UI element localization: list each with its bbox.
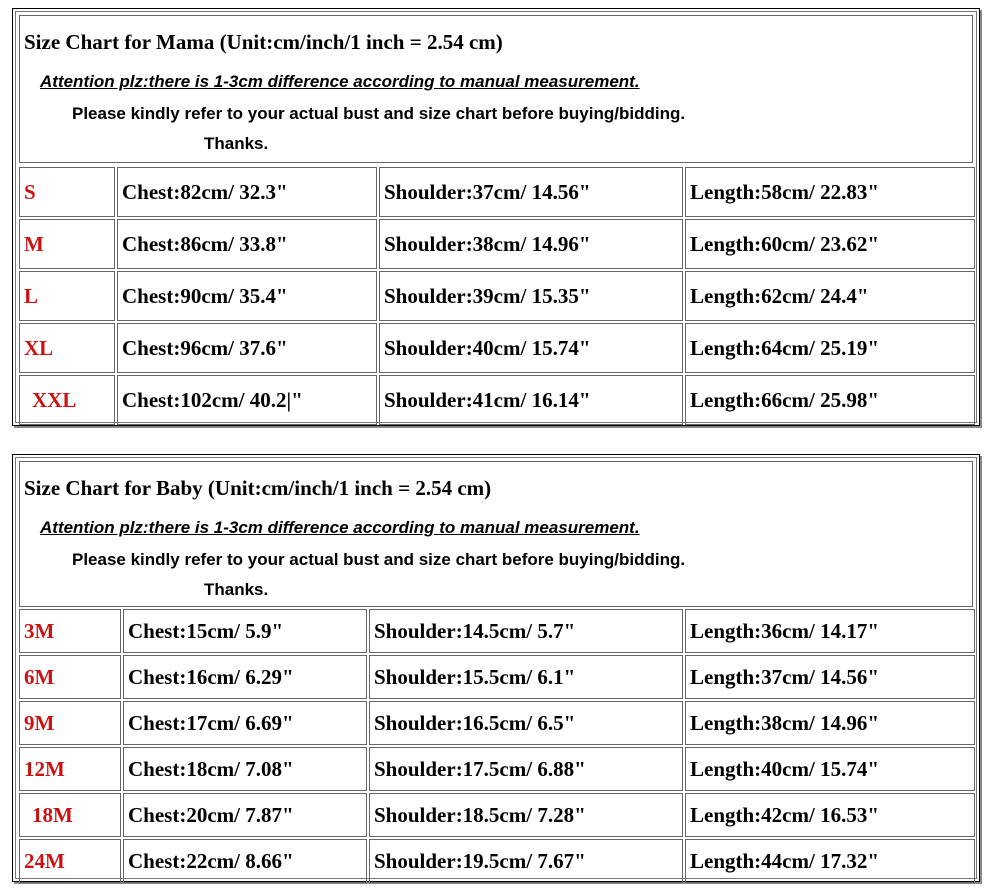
- mama-chest-cell: Chest:86cm/ 33.8": [117, 219, 377, 269]
- baby-length-cell: Length:40cm/ 15.74": [685, 747, 975, 791]
- mama-size-cell: L: [19, 271, 115, 321]
- baby-chart-header: [19, 461, 973, 607]
- mama-size-cell: XXL: [19, 375, 115, 425]
- mama-chest-cell: Chest:96cm/ 37.6": [117, 323, 377, 373]
- mama-chest-cell: Chest:102cm/ 40.2|": [117, 375, 377, 425]
- baby-size-cell: 3M: [19, 609, 121, 653]
- baby-size-cell: 6M: [19, 655, 121, 699]
- mama-size-chart: [12, 8, 980, 426]
- baby-size-cell: 9M: [19, 701, 121, 745]
- mama-attention-note: Attention plz:there is 1-3cm difference according to manual measurement.: [40, 72, 640, 91]
- baby-shoulder-cell: Shoulder:16.5cm/ 6.5": [369, 701, 683, 745]
- baby-shoulder-cell: Shoulder:17.5cm/ 6.88": [369, 747, 683, 791]
- mama-shoulder-cell: Shoulder:41cm/ 16.14": [379, 375, 683, 425]
- mama-length-cell: Length:66cm/ 25.98": [685, 375, 975, 425]
- baby-shoulder-cell: Shoulder:14.5cm/ 5.7": [369, 609, 683, 653]
- mama-shoulder-cell: Shoulder:39cm/ 15.35": [379, 271, 683, 321]
- mama-shoulder-cell: Shoulder:38cm/ 14.96": [379, 219, 683, 269]
- baby-size-cell: 18M: [19, 793, 121, 837]
- mama-chest-cell: Chest:90cm/ 35.4": [117, 271, 377, 321]
- baby-shoulder-cell: Shoulder:19.5cm/ 7.67": [369, 839, 683, 883]
- baby-length-cell: Length:42cm/ 16.53": [685, 793, 975, 837]
- baby-chest-cell: Chest:17cm/ 6.69": [123, 701, 367, 745]
- baby-size-cell: 24M: [19, 839, 121, 883]
- mama-length-cell: Length:62cm/ 24.4": [685, 271, 975, 321]
- mama-size-cell: M: [19, 219, 115, 269]
- mama-chart-header: [19, 15, 973, 163]
- baby-chest-cell: Chest:15cm/ 5.9": [123, 609, 367, 653]
- baby-length-cell: Length:44cm/ 17.32": [685, 839, 975, 883]
- baby-length-cell: Length:38cm/ 14.96": [685, 701, 975, 745]
- mama-thanks-note: Thanks.: [204, 134, 269, 153]
- mama-length-cell: Length:58cm/ 22.83": [685, 167, 975, 217]
- mama-length-cell: Length:60cm/ 23.62": [685, 219, 975, 269]
- mama-shoulder-cell: Shoulder:40cm/ 15.74": [379, 323, 683, 373]
- baby-thanks-note: Thanks.: [204, 580, 269, 599]
- mama-size-cell: S: [19, 167, 115, 217]
- baby-attention-note: Attention plz:there is 1-3cm difference according to manual measurement.: [40, 518, 640, 537]
- baby-chest-cell: Chest:18cm/ 7.08": [123, 747, 367, 791]
- mama-chart-title: Size Chart for Mama (Unit:cm/inch/1 inch = 2.54 cm): [24, 30, 503, 54]
- mama-refer-note: Please kindly refer to your actual bust and size chart before buying/bidding.: [72, 104, 686, 123]
- baby-refer-note: Please kindly refer to your actual bust and size chart before buying/bidding.: [72, 550, 686, 569]
- baby-chart-title: Size Chart for Baby (Unit:cm/inch/1 inch = 2.54 cm): [24, 476, 492, 500]
- baby-length-cell: Length:36cm/ 14.17": [685, 609, 975, 653]
- baby-chest-cell: Chest:16cm/ 6.29": [123, 655, 367, 699]
- mama-size-cell: XL: [19, 323, 115, 373]
- baby-shoulder-cell: Shoulder:18.5cm/ 7.28": [369, 793, 683, 837]
- mama-shoulder-cell: Shoulder:37cm/ 14.56": [379, 167, 683, 217]
- baby-size-chart: [12, 454, 980, 882]
- baby-chest-cell: Chest:20cm/ 7.87": [123, 793, 367, 837]
- mama-chest-cell: Chest:82cm/ 32.3": [117, 167, 377, 217]
- baby-shoulder-cell: Shoulder:15.5cm/ 6.1": [369, 655, 683, 699]
- baby-chest-cell: Chest:22cm/ 8.66": [123, 839, 367, 883]
- baby-size-cell: 12M: [19, 747, 121, 791]
- baby-length-cell: Length:37cm/ 14.56": [685, 655, 975, 699]
- mama-length-cell: Length:64cm/ 25.19": [685, 323, 975, 373]
